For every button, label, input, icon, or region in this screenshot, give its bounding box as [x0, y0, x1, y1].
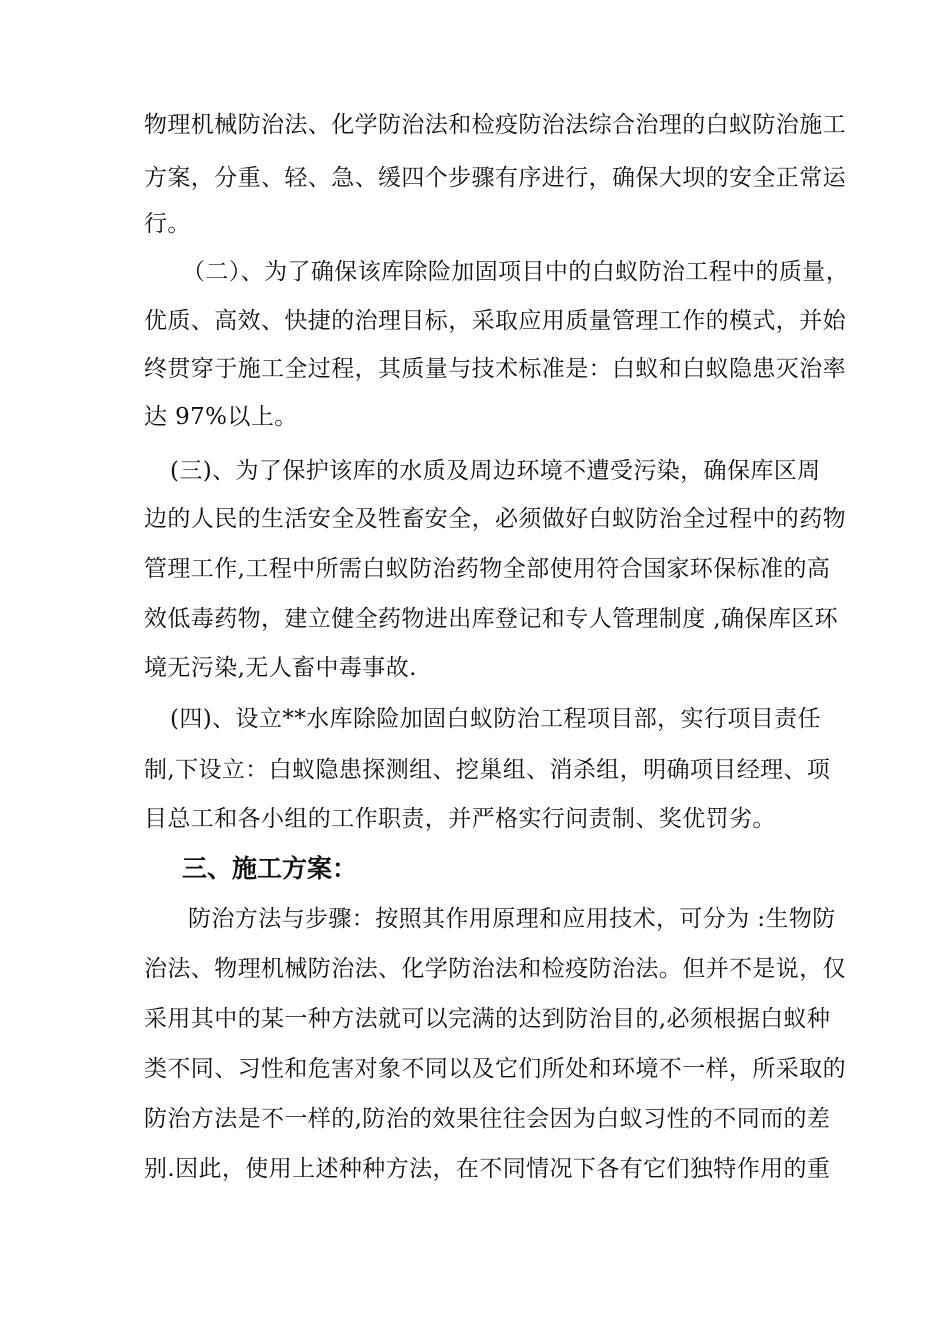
- section-heading: 三、施工方案：: [182, 854, 358, 883]
- text-line: 制,下设立：白蚁隐患探测组、挖巢组、消杀组，明确项目经理、项: [144, 757, 831, 783]
- text-line: 别.因此，使用上述种种方法，在不同情况下各有它们独特作用的重: [144, 1156, 831, 1182]
- text-line: 边的人民的生活安全及牲畜安全，必须做好白蚁防治全过程中的药物: [144, 506, 846, 532]
- text-line: 防治方法是不一样的,防治的效果往往会因为白蚁习性的不同而的差: [144, 1106, 831, 1132]
- text-line: 境无污染,无人畜中毒事故.: [144, 655, 417, 681]
- section-paragraph-first-line: 防治方法与步骤：按照其作用原理和应用技术，可分为 :生物防: [188, 906, 836, 932]
- text-line: 优质、高效、快捷的治理目标，采取应用质量管理工作的模式，并始: [144, 308, 846, 334]
- paragraph-3-first-line: (三)、为了保护该库的水质及周边环境不遭受污染，确保库区周: [170, 458, 821, 484]
- text-line: 物理机械防治法、化学防治法和检疫防治法综合治理的白蚁防治施工: [144, 112, 846, 138]
- paragraph-2-first-line: （二）、为了确保该库除险加固项目中的白蚁防治工程中的质量，: [182, 259, 850, 285]
- text-line: 效低毒药物，建立健全药物进出库登记和专人管理制度 ,确保库区环: [144, 606, 839, 632]
- text-line: 管理工作,工程中所需白蚁防治药物全部使用符合国家环保标准的高: [144, 556, 831, 582]
- text-line: 类不同、习性和危害对象不同以及它们所处和环境不一样，所采取的: [144, 1056, 846, 1082]
- text-line: 达 97%以上。: [144, 404, 298, 430]
- text-line: 采用其中的某一种方法就可以完满的达到防治目的,必须根据白蚁种: [144, 1006, 831, 1032]
- text-line: 终贯穿于施工全过程，其质量与技术标准是：白蚁和白蚁隐患灭治率: [144, 356, 846, 382]
- text-line: 目总工和各小组的工作职责，并严格实行问责制、奖优罚劣。: [144, 806, 776, 832]
- text-line: 行。: [144, 211, 191, 237]
- text-line: 治法、物理机械防治法、化学防治法和检疫防治法。但并不是说，仅: [144, 956, 846, 982]
- text-line: 方案，分重、轻、急、缓四个步骤有序进行，确保大坝的安全正常运: [144, 165, 846, 191]
- paragraph-4-first-line: (四)、设立**水库除险加固白蚁防治工程项目部，实行项目责任: [170, 706, 821, 732]
